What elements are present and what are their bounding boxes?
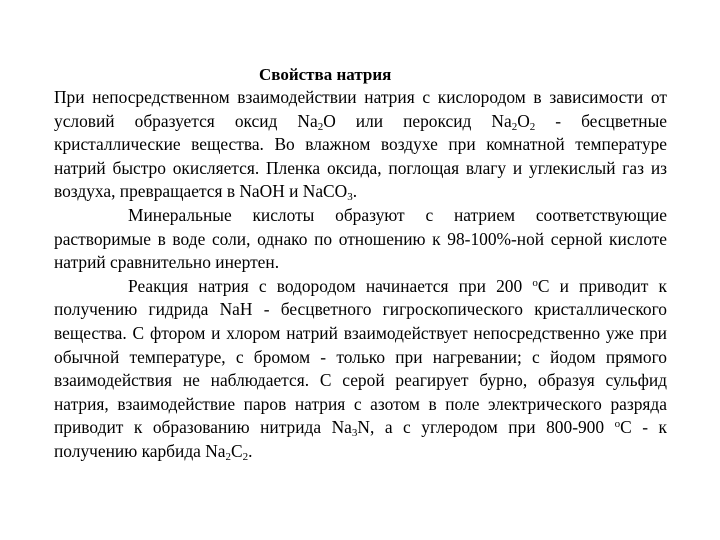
paragraph-text: С - к получению карбида Na bbox=[54, 417, 667, 461]
paragraph-text: При непосредственном взаимодействии натрия с кислородом в зависимости от условий образуется оксид Na bbox=[54, 87, 667, 131]
degree-superscript: o bbox=[614, 418, 621, 431]
paragraph-text: Реакция натрия с водородом начинается при 200 bbox=[128, 275, 533, 296]
degree-superscript: o bbox=[532, 276, 538, 289]
subscript: 2 bbox=[242, 450, 249, 463]
paragraph-text: - бесцветные кристаллические вещества. Во влажном воздухе при комнатной температуре натрий быстро окисляется. Пленка оксида, поглощая влагу и углекислый газ из воздуха, превращается в NaOH и NaCO bbox=[54, 110, 668, 202]
paragraph-text: . bbox=[248, 440, 253, 461]
paragraph-text: N, а с углеродом при 800-900 bbox=[357, 417, 615, 438]
subscript: 2 bbox=[511, 120, 518, 133]
document-page bbox=[54, 64, 667, 464]
paragraph-oxygen bbox=[54, 86, 667, 204]
paragraph-text: O bbox=[517, 110, 530, 131]
paragraph-text: Минеральные кислоты образуют с натрием соответствующие растворимые в воде соли, однако по отношению к 98-100%-ной серной кислоте натрий сравнительно инертен. bbox=[54, 204, 667, 273]
subscript: 3 bbox=[351, 427, 358, 440]
paragraph-acids bbox=[54, 204, 667, 275]
paragraph-text: O или пероксид Na bbox=[323, 110, 512, 131]
document-title: Свойства натрия bbox=[259, 65, 392, 84]
subscript: 2 bbox=[529, 120, 536, 133]
paragraph-text: С и приводит к получению гидрида NaH - бесцветного гигроскопического кристаллического вещества. С фтором и хлором натрий взаимодействует непосредственно уже при обычной температуре, с бромом - только при нагревании; с йодом прямого взаимодействия не наблюдается. С серой реагирует бурно, образуя сульфид натрия, взаимодействие паров натрия с азотом в поле электрического разряда приводит к образованию нитрида Na bbox=[54, 275, 667, 438]
subscript: 2 bbox=[317, 120, 324, 133]
paragraph-text: . bbox=[352, 181, 358, 202]
subscript: 2 bbox=[225, 450, 232, 463]
paragraph-hydrogen-halogens bbox=[54, 275, 667, 464]
paragraph-text: C bbox=[231, 440, 243, 461]
subscript: 3 bbox=[347, 191, 353, 204]
